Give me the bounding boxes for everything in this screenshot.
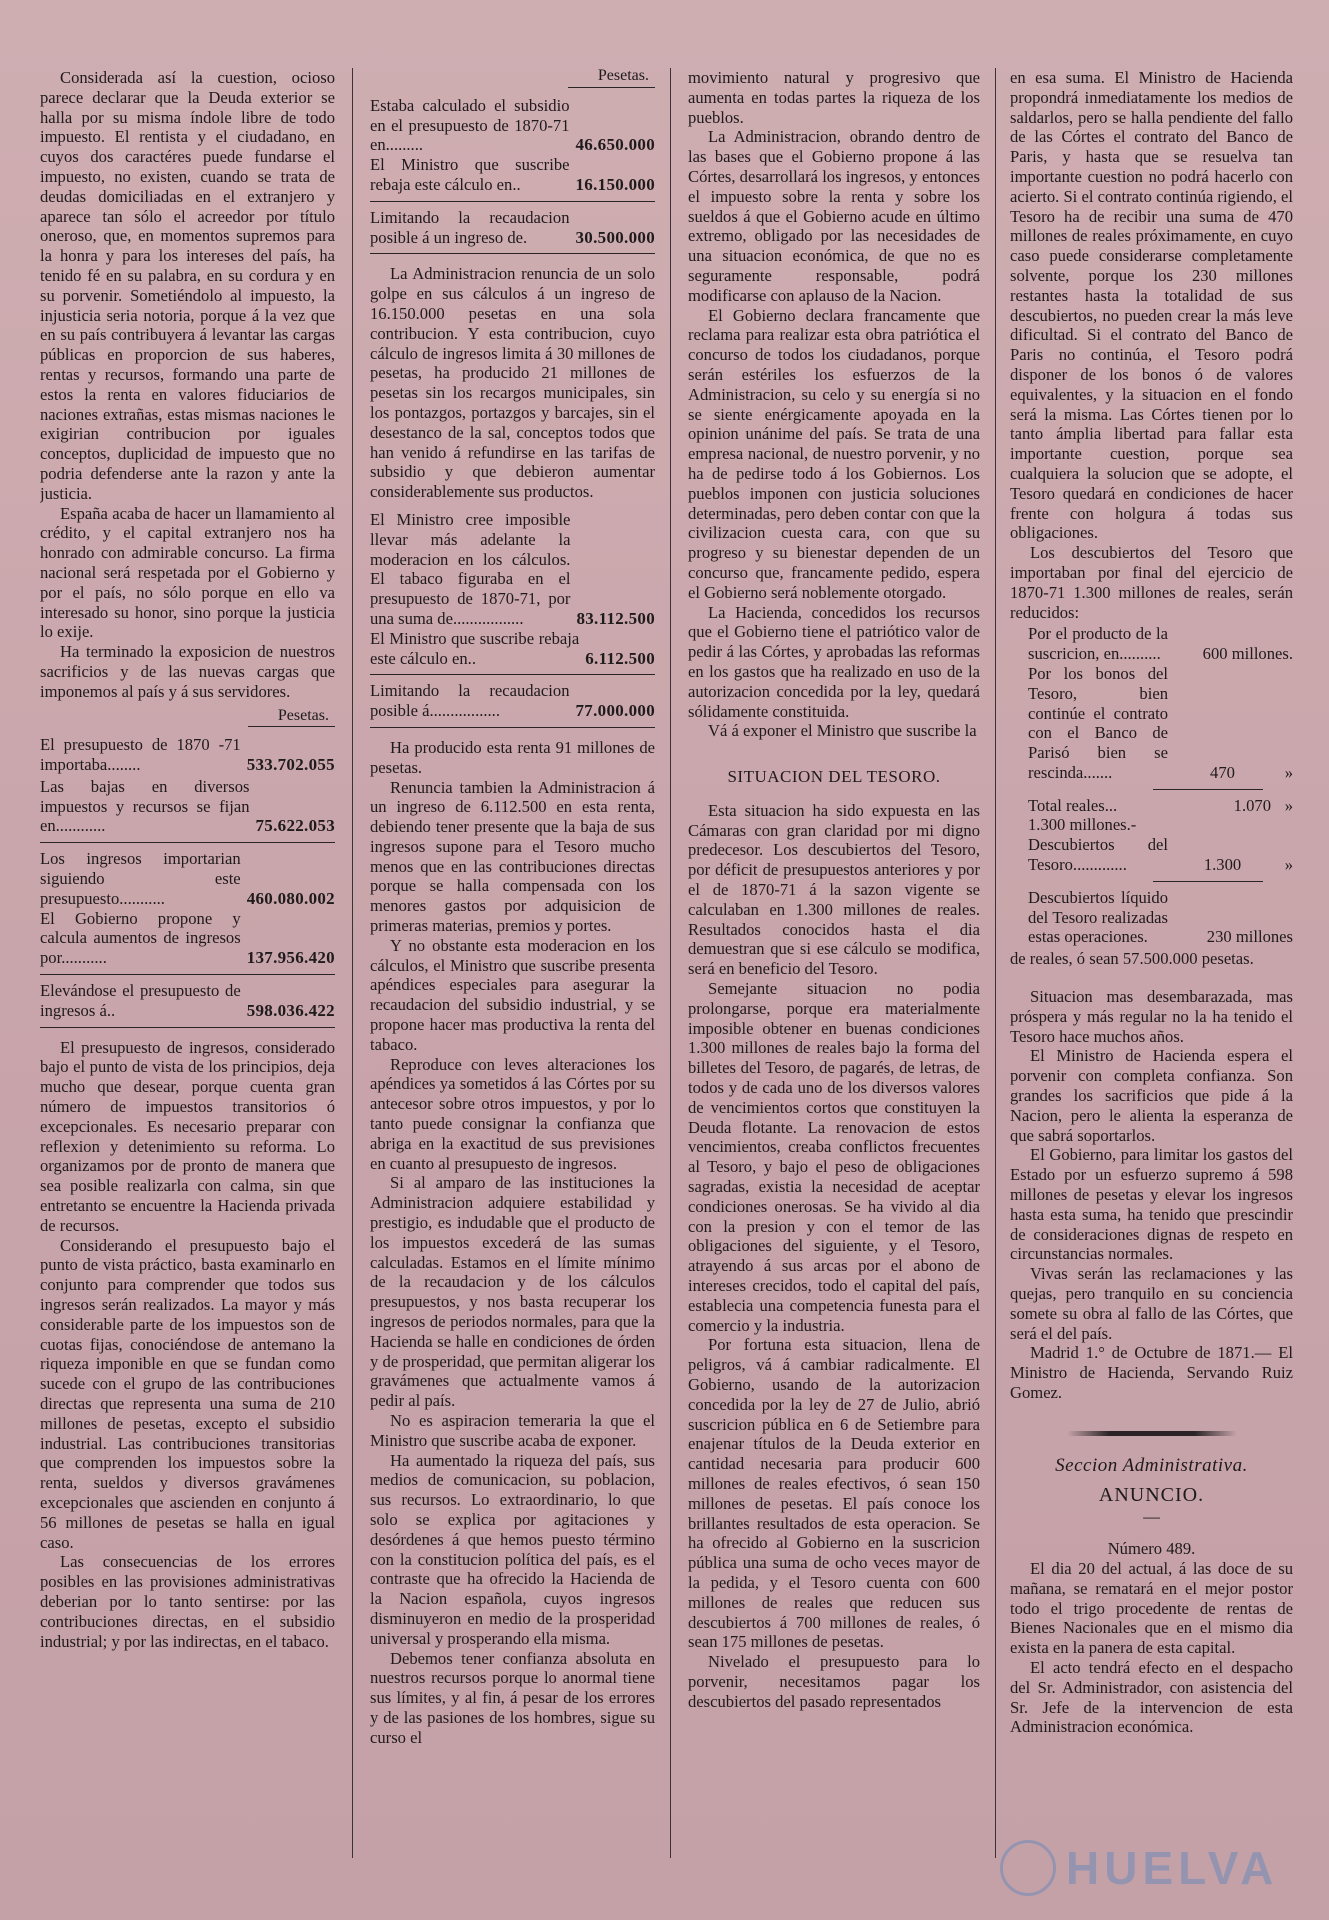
paragraph: El presupuesto de ingresos, considerado bajo el punto de vista de los principios, deja mucho que desear, porque cuenta gran número de impuestos transitorios ó excepcionales. Es necesario preparar con reflexion y detenimiento su reforma. Lo organizamos por de pronto de manera que sea posible realizarla con calma, sin que entretanto se encuentre la Hacienda privada de recursos. bbox=[40, 1037, 335, 1235]
paragraph: Vivas serán las reclamaciones y las quejas, pero tranquilo en su conciencia somete su obra al fallo de las Córtes, que será el del país. bbox=[1010, 1264, 1293, 1343]
paragraph: Considerando el presupuesto bajo el punto de vista práctico, basta examinarlo en conjunto para comprender que todos sus ingresos serán realizados. La mayor y más considerable parte de los impuestos son de cuotas fijas, conociéndose de antemano la riqueza imponible en que se fundan como sucede con el grupo de las contribuciones directas que representa una suma de 210 millones de pesetas, excepto el subsidio industrial. Las contribuciones transitorias que comprenden los impuestos sobre la renta, sueldos y diversos gravámenes excepcionales que ascienden en conjunto á 56 millones de pesetas se halla en igual caso. bbox=[40, 1235, 335, 1552]
paragraph: Debemos tener confianza absoluta en nuestros recursos porque lo anormal tiene sus límites, y al fin, á pesar de los errores y de las pasiones de los hombres, sigue su curso el bbox=[370, 1648, 655, 1747]
table-row: El Ministro que suscribe rebaja este cálculo en.. 6.112.500 bbox=[370, 628, 655, 668]
table-header: Pesetas. bbox=[370, 68, 655, 88]
column-rule bbox=[352, 68, 353, 1858]
paragraph: Ha terminado la exposicion de nuestros sacrificios y de las nuevas cargas que imponemos al país y á sus servidores. bbox=[40, 642, 335, 701]
column-2 bbox=[370, 68, 655, 1858]
paragraph: Vá á exponer el Ministro que suscribe la bbox=[708, 721, 977, 741]
divider bbox=[40, 1027, 335, 1028]
paragraph: El dia 20 del actual, á las doce de su mañana, se rematará en el mejor postor todo el trigo procedente de rentas de Bienes Nacionales que en el mismo dia exista en la panera de esta capital. bbox=[1010, 1558, 1293, 1658]
divider bbox=[370, 201, 655, 202]
table-row: Por el producto de la suscricion, en.......... 600 millones. bbox=[1028, 624, 1293, 664]
paragraph: España acaba de hacer un llamamiento al crédito, y el capital extranjero nos ha honrado con admirable concurso. La firma nacional será respetada por el Gobierno y por el país, no sólo porque en ello va interesado su honor, sino porque la justicia lo exije. bbox=[40, 503, 335, 642]
table-row: Las bajas en diversos impuestos y recursos se fijan en............ 75.622.053 bbox=[40, 776, 335, 836]
column-1 bbox=[40, 68, 335, 1858]
budget-table bbox=[40, 735, 335, 1027]
column-4 bbox=[1010, 68, 1293, 1858]
paragraph: Situacion mas desembarazada, mas próspera y más regular no la ha tenido el Tesoro hace muchos años. bbox=[1010, 987, 1293, 1046]
column-3 bbox=[688, 68, 980, 1858]
table-row: Los ingresos importarian siguiendo este presupuesto........... 460.080.002 bbox=[40, 849, 335, 908]
table-row: Por los bonos del Tesoro, bien continúe el contrato con el Banco de Parisó bien se rescinda....... 470 » bbox=[1028, 663, 1293, 782]
notice-title: ANUNCIO. bbox=[1098, 1483, 1205, 1506]
divider bbox=[40, 842, 335, 843]
ornament-divider bbox=[1067, 1431, 1237, 1436]
signature: Madrid 1.° de Octubre de 1871.— El Ministro de Hacienda, Servando Ruiz Gomez. bbox=[1010, 1343, 1293, 1402]
paragraph: Esta situacion ha sido expuesta en las Cámaras con gran claridad por mi digno predecesor. Los descubiertos del Tesoro, por déficit de presupuestos anteriores y por el de 1870-71 á la sazon vigente se calculaban en 1.300 millones de reales. Resultados conocidos hasta el dia demuestran que si ese cálculo se modifica, será en beneficio del Tesoro. bbox=[688, 800, 980, 979]
notice-dash: — bbox=[1143, 1507, 1160, 1527]
table-header: Pesetas. bbox=[40, 706, 335, 728]
paragraph: Y no obstante esta moderacion en los cálculos, el Ministro que suscribe presenta apéndices especiales para asegurar la recaudacion del subsidio industrial, y se propone hacer mas productiva la renta del tabaco. bbox=[370, 935, 655, 1054]
watermark-text: HUELVA bbox=[1066, 1842, 1279, 1894]
table-row-total: Elevándose el presupuesto de ingresos á.. 598.036.422 bbox=[40, 981, 335, 1020]
paragraph: La Hacienda, concedidos los recursos que el Gobierno tiene el patriótico valor de pedir á las Córtes, y aprobadas las reformas en los gastos que ha realizado en uso de la autorizacion concedida por la ley, quedará sólidamente constituida. bbox=[688, 602, 980, 721]
column-rule bbox=[995, 68, 996, 1858]
paragraph: Semejante situacion no podia prolongarse, porque era materialmente imposible obtener en buenas condiciones 1.300 millones de reales bajo la forma del billetes del Tesoro, de pagarés, de letras, de todos y de cada uno de los diversos valores de vencimientos cortos que constituyen la Deuda flotante. La renovacion de estos vencimientos, creaba conflictos frecuentes al Tesoro, y bajo el peso de obligaciones sagradas, existia la necesidad de aceptar condiciones onerosas. Se ha vivido al dia con la presion y con el temor de las obligaciones del siguiente, y el Tesoro, atrayendo á sus arcas por el abono de intereses crecidos, todo el capital del país, establecia una competencia funesta para el comercio y la industria. bbox=[688, 979, 980, 1335]
table-row: El Ministro que suscribe rebaja este cálculo en.. 16.150.000 bbox=[370, 155, 655, 194]
treasury-table bbox=[1010, 624, 1293, 947]
paragraph: Si al amparo de las instituciones la Administracion adquiere estabilidad y prestigio, es indudable que el producto de los impuestos excederá de las sumas calculadas. Estamos en el límite mínimo de la recaudacion y de los cálculos presupuestos, y nos basta recuperar los ingresos de periodos normales, para que la Hacienda se halle en condiciones de órden y de prosperidad, que permitan aligerar los gravámenes que actualmente vamos á pedir al país. bbox=[370, 1173, 655, 1411]
paragraph: Nivelado el presupuesto para lo porvenir, necesitamos pagar los descubiertos del pasado representados bbox=[688, 1652, 980, 1711]
subsidy-table bbox=[370, 96, 655, 255]
divider bbox=[1153, 881, 1263, 882]
divider bbox=[370, 727, 655, 728]
paragraph: movimiento natural y progresivo que aumenta en todas partes la riqueza de los pueblos. bbox=[688, 68, 980, 127]
divider bbox=[40, 974, 335, 975]
paragraph: Considerada así la cuestion, ocioso parece declarar que la Deuda exterior se halla por su misma índole libre de todo impuesto. El rentista y el ciudadano, en cuyos dos caractéres puede fundarse el impuesto, no existen, cuando se trata de deudas domiciliadas en el extranjero y aparece tan sólo el acreedor por título oneroso, que, en momentos supremos para la honra y para los intereses del país, ha tenido fé en su palabra, en su cordura y en su porvenir. Sometiéndolo al impuesto, la injusticia seria notoria, porque á la vez que en su país contribuyera á levantar las cargas públicas en proporcion de sus haberes, rentas y recursos, formando una parte de estos la renta en valores fiduciarios de naciones extrañas, estas mismas naciones le exigirian contribucion por iguales conceptos, duplicidad de impuesto que no podria defenderse ante la razon y ante la justicia. bbox=[40, 68, 335, 503]
table-row: Descubiertos líquido del Tesoro realizadas estas operaciones. 230 millones bbox=[1028, 887, 1293, 947]
table-row: Total reales... 1.070 » bbox=[1028, 795, 1293, 815]
table-row: El presupuesto de 1870 -71 importaba........ 533.702.055 bbox=[40, 735, 335, 775]
table-row-total: Limitando la recaudacion posible á un ingreso de. 30.500.000 bbox=[370, 207, 655, 247]
notice-number: Número 489. bbox=[1107, 1539, 1196, 1559]
paragraph: Reproduce con leves alteraciones los apéndices ya sometidos á las Córtes por su antecesor sobre otros impuestos, y por lo tanto puede consignar la confianza que abriga en la exactitud de sus previsiones en cuanto al presupuesto de ingresos. bbox=[370, 1054, 655, 1173]
paragraph: Ha aumentado la riqueza del país, sus medios de comunicacion, su poblacion, sus recursos. Lo extraordinario, lo que solo se explica por agitaciones y desórdenes á que hemos puesto término con la constitucion política del país, es el contraste que ha ofrecido la Hacienda de la Nacion española, cuyos ingresos disminuyeron en medio de la prosperidad universal y prosperando ella misma. bbox=[370, 1450, 655, 1648]
table-row: de reales, ó sean 57.500.000 pesetas. bbox=[1010, 949, 1254, 969]
tobacco-table bbox=[370, 510, 655, 728]
table-row-total: Limitando la recaudacion posible á................. 77.000.000 bbox=[370, 681, 655, 721]
column-rule bbox=[670, 68, 671, 1858]
paragraph: El Ministro de Hacienda espera el porvenir con completa confianza. Son grandes los sacrificios que pide á la Nacion, pero le alienta la esperanza de que sabrá soportarlos. bbox=[1010, 1046, 1293, 1145]
paragraph: Las consecuencias de los errores posibles en las provisiones administrativas deberian por lo tanto sentirse: por las contribuciones directas, en el subsidio industrial; y por las indirectas, en el tabaco. bbox=[40, 1552, 335, 1651]
paragraph: No es aspiracion temeraria la que el Ministro que suscribe acaba de exponer. bbox=[370, 1411, 655, 1450]
paragraph: Ha producido esta renta 91 millones de pesetas. bbox=[370, 737, 655, 777]
paragraph: El acto tendrá efecto en el despacho del Sr. Administrador, con asistencia del Sr. Jefe de la intervencion de esta Administracion económica. bbox=[1010, 1657, 1293, 1737]
section-title: Seccion Administrativa. bbox=[1055, 1454, 1248, 1476]
paragraph: Los descubiertos del Tesoro que importaban por final del ejercicio de 1870-71 1.300 millones de reales, serán reducidos: bbox=[1010, 543, 1293, 622]
paragraph: El Gobierno declara francamente que reclama para realizar esta obra patriótica el concurso de todos los ciudadanos, porque serán estériles los esfuerzos de la Administracion, su celo y su energía si no se siente enérgicamente apoyada en la opinion unánime del país. Se trata de una empresa nacional, de nuestro porvenir, y no ha de pedirse todo á los Gobiernos. Los pueblos imponen con justicia soluciones determinadas, pero deben contar con que la civilizacion cuesta cara, con que su progreso y su bienestar dependen de un concurso que, francamente pedido, espera el Gobierno será noblemente otorgado. bbox=[688, 305, 980, 602]
section-heading: SITUACION DEL TESORO. bbox=[727, 767, 941, 787]
divider bbox=[370, 253, 655, 254]
table-row: El Ministro cree imposible llevar más adelante la moderacion en los cálculos. El tabaco figuraba en el presupuesto de 1870-71, por una suma de................. 83.112.500 bbox=[370, 509, 655, 628]
divider bbox=[370, 674, 655, 675]
paragraph: La Administracion renuncia de un solo golpe en sus cálculos á un ingreso de 16.150.000 pesetas en una sola contribucion. Y esta contribucion, cuyo cálculo de ingresos limita á 30 millones de pesetas, ha producido 21 millones de pesetas sin los recargos municipales, sin los pontazgos, portazgos y barcajes, sin el desestanco de la sal, conceptos todos que han venido á refundirse en las tarifas de subsidio y que debieron aumentar considerablemente sus productos. bbox=[370, 264, 655, 502]
archive-watermark bbox=[1000, 1836, 1300, 1900]
paragraph: Renuncia tambien la Administracion á un ingreso de 6.112.500 en esta renta, debiendo tener presente que la baja de sus ingresos supone para el Tesoro mucho menos que en las contribuciones directas porque se halla compensada con los menores gastos por adquisicion de primeras materias, premios y portes. bbox=[370, 777, 655, 936]
seal-icon bbox=[1000, 1840, 1056, 1896]
table-row: Descubiertos del Tesoro............. 1.300 » bbox=[1028, 835, 1293, 875]
table-row: 1.300 millones.- bbox=[1028, 815, 1137, 835]
paragraph: Por fortuna esta situacion, llena de peligros, vá á cambiar radicalmente. El Gobierno, usando de la autorizacion concedida por la ley de 27 de Julio, abrió suscricion pública en 6 de Setiembre para enajenar títulos de la Deuda exterior en cantidad necesaria para producir 600 millones de reales efectivos, ó sean 150 millones de pesetas. El país conoce los brillantes resultados de esta operacion. Se ha ofrecido al Gobierno en la suscricion pública una suma de ocho veces mayor de la pedida, y el Tesoro cuenta con 600 millones de reales que reducen sus descubiertos á 700 millones de reales, ó sean 175 millones de pesetas. bbox=[688, 1335, 980, 1652]
paragraph: La Administracion, obrando dentro de las bases que el Gobierno propone á las Córtes, desarrollará los ingresos, y entonces el impuesto sobre la renta y sobre los sueldos á que el Gobierno acude en último extremo, obligado por las necesidades de una situacion económica, de que no es seguramente responsable, podrá modificarse con aplauso de la Nacion. bbox=[688, 127, 980, 305]
table-row: El Gobierno propone y calcula aumentos de ingresos por........... 137.956.420 bbox=[40, 908, 335, 968]
divider bbox=[1153, 789, 1263, 790]
paragraph: en esa suma. El Ministro de Hacienda propondrá inmediatamente los medios de saldarlos, pero se halla pendiente del fallo de las Córtes el contrato del Banco de Paris, y hasta que se resuelva tan importante cuestion no podrá hacerlo con acierto. Si el contrato continúa rigiendo, el Tesoro ha de recibir una suma de 470 millones de reales próximamente, en cuyo caso puede considerarse completamente solvente, porque los 230 millones restantes hasta la totalidad de sus descubiertos, no pueden crear la más leve dificultad. Si el contrato del Banco de Paris no continúa, el Tesoro podrá disponer de los bonos ó de valores equivalentes, y la situacion en el fondo será la misma. Las Córtes tienen por lo tanto ámplia libertad para fallar esta importante cuestion, porque sea cualquiera la solucion que se adopte, el Tesoro quedará en condiciones de hacer frente con holgura á todas sus obligaciones. bbox=[1010, 68, 1293, 543]
table-row: Estaba calculado el subsidio en el presupuesto de 1870-71 en......... 46.650.000 bbox=[370, 95, 655, 155]
paragraph: El Gobierno, para limitar los gastos del Estado por un esfuerzo supremo á 598 millones de pesetas y elevar los ingresos hasta esta suma, ha tenido que prescindir de consideraciones dignas de respeto en circunstancias normales. bbox=[1010, 1145, 1293, 1264]
